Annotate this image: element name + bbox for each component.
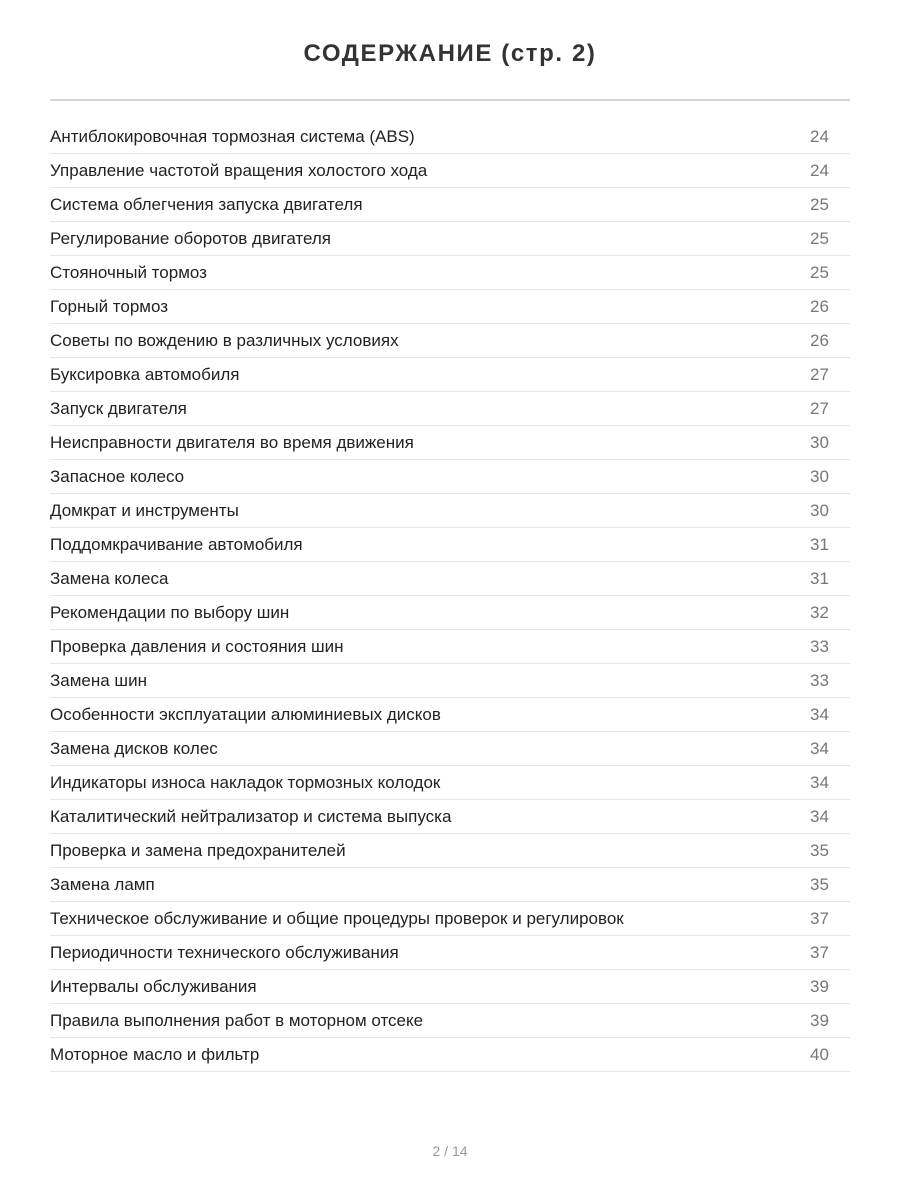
toc-entry[interactable] [50,630,850,664]
toc-entry[interactable] [50,834,850,868]
toc-entry[interactable] [50,188,850,222]
toc-entry[interactable] [50,732,850,766]
toc-entry[interactable] [50,460,850,494]
toc-entry-page-number: 33 [810,670,829,690]
toc-entry[interactable] [50,868,850,902]
toc-entry[interactable] [50,698,850,732]
toc-entry[interactable] [50,1038,850,1072]
toc-entry-page-number: 34 [810,806,829,826]
toc-entry[interactable] [50,324,850,358]
toc-entry-title: Советы по вождению в различных условиях [50,330,399,350]
toc-entry-title: Замена ламп [50,874,155,894]
toc-entry-page-number: 31 [810,568,829,588]
toc-entry-page-number: 40 [810,1044,829,1064]
toc-entry-title: Каталитический нейтрализатор и система выпуска [50,806,452,826]
toc-entry[interactable] [50,664,850,698]
toc-entry-title: Моторное масло и фильтр [50,1044,260,1064]
toc-entry-title: Техническое обслуживание и общие процедуры проверок и регулировок [50,908,624,928]
toc-entry[interactable] [50,222,850,256]
toc-entry-title: Интервалы обслуживания [50,976,257,996]
toc-entry-page-number: 26 [810,330,829,350]
toc-entry[interactable] [50,358,850,392]
toc-entry-page-number: 35 [810,874,829,894]
toc-entry[interactable] [50,902,850,936]
toc-entry[interactable] [50,494,850,528]
toc-entry[interactable] [50,120,850,154]
toc-entry-page-number: 39 [810,976,829,996]
toc-entry-title: Правила выполнения работ в моторном отсеке [50,1010,424,1030]
toc-entry-page-number: 34 [810,704,829,724]
toc-entry[interactable] [50,562,850,596]
toc-entry-title: Антиблокировочная тормозная система (ABS) [50,126,415,146]
toc-entry-title: Рекомендации по выбору шин [50,602,290,622]
toc-entry-page-number: 34 [810,738,829,758]
toc-entry[interactable] [50,154,850,188]
toc-entry-title: Проверка давления и состояния шин [50,636,344,656]
toc-entry-title: Запасное колесо [50,466,185,486]
toc-entry-page-number: 31 [810,534,829,554]
toc-entry[interactable] [50,528,850,562]
toc-entry-page-number: 35 [810,840,829,860]
toc-entry-page-number: 25 [810,194,829,214]
toc-entry-page-number: 24 [810,126,829,146]
toc-entry-page-number: 34 [810,772,829,792]
toc-list [50,120,850,1072]
toc-entry-page-number: 30 [810,432,829,452]
toc-entry-page-number: 26 [810,296,829,316]
toc-entry-page-number: 25 [810,228,829,248]
toc-entry-title: Домкрат и инструменты [50,500,239,520]
toc-entry[interactable] [50,392,850,426]
toc-entry-page-number: 30 [810,466,829,486]
toc-entry-title: Периодичности технического обслуживания [50,942,399,962]
toc-entry-page-number: 30 [810,500,829,520]
toc-entry-title: Запуск двигателя [50,398,187,418]
toc-entry-page-number: 27 [810,398,829,418]
toc-entry-page-number: 33 [810,636,829,656]
toc-entry-title: Замена шин [50,670,147,690]
page-title: СОДЕРЖАНИЕ (стр. 2) [303,40,597,67]
toc-entry-title: Стояночный тормоз [50,262,207,282]
toc-entry[interactable] [50,256,850,290]
toc-entry[interactable] [50,1004,850,1038]
toc-entry[interactable] [50,426,850,460]
toc-entry-title: Регулирование оборотов двигателя [50,228,332,248]
toc-entry[interactable] [50,596,850,630]
toc-entry[interactable] [50,970,850,1004]
toc-entry-title: Индикаторы износа накладок тормозных колодок [50,772,441,792]
toc-entry-page-number: 25 [810,262,829,282]
page-indicator: 2 / 14 [432,1143,468,1159]
toc-entry-title: Проверка и замена предохранителей [50,840,346,860]
toc-entry[interactable] [50,936,850,970]
toc-entry-title: Горный тормоз [50,296,169,316]
toc-entry-page-number: 37 [810,908,829,928]
toc-entry-title: Буксировка автомобиля [50,364,240,384]
toc-entry-title: Особенности эксплуатации алюминиевых дисков [50,704,441,724]
toc-entry-page-number: 24 [810,160,829,180]
toc-entry[interactable] [50,766,850,800]
toc-entry-page-number: 37 [810,942,829,962]
toc-entry-title: Управление частотой вращения холостого хода [50,160,428,180]
toc-entry[interactable] [50,290,850,324]
toc-entry-title: Система облегчения запуска двигателя [50,194,363,214]
toc-entry-title: Замена колеса [50,568,169,588]
toc-entry-page-number: 32 [810,602,829,622]
title-divider [50,99,850,101]
toc-entry-title: Поддомкрачивание автомобиля [50,534,303,554]
toc-entry-page-number: 27 [810,364,829,384]
toc-entry[interactable] [50,800,850,834]
toc-entry-title: Неисправности двигателя во время движения [50,432,414,452]
toc-entry-title: Замена дисков колес [50,738,218,758]
toc-entry-page-number: 39 [810,1010,829,1030]
